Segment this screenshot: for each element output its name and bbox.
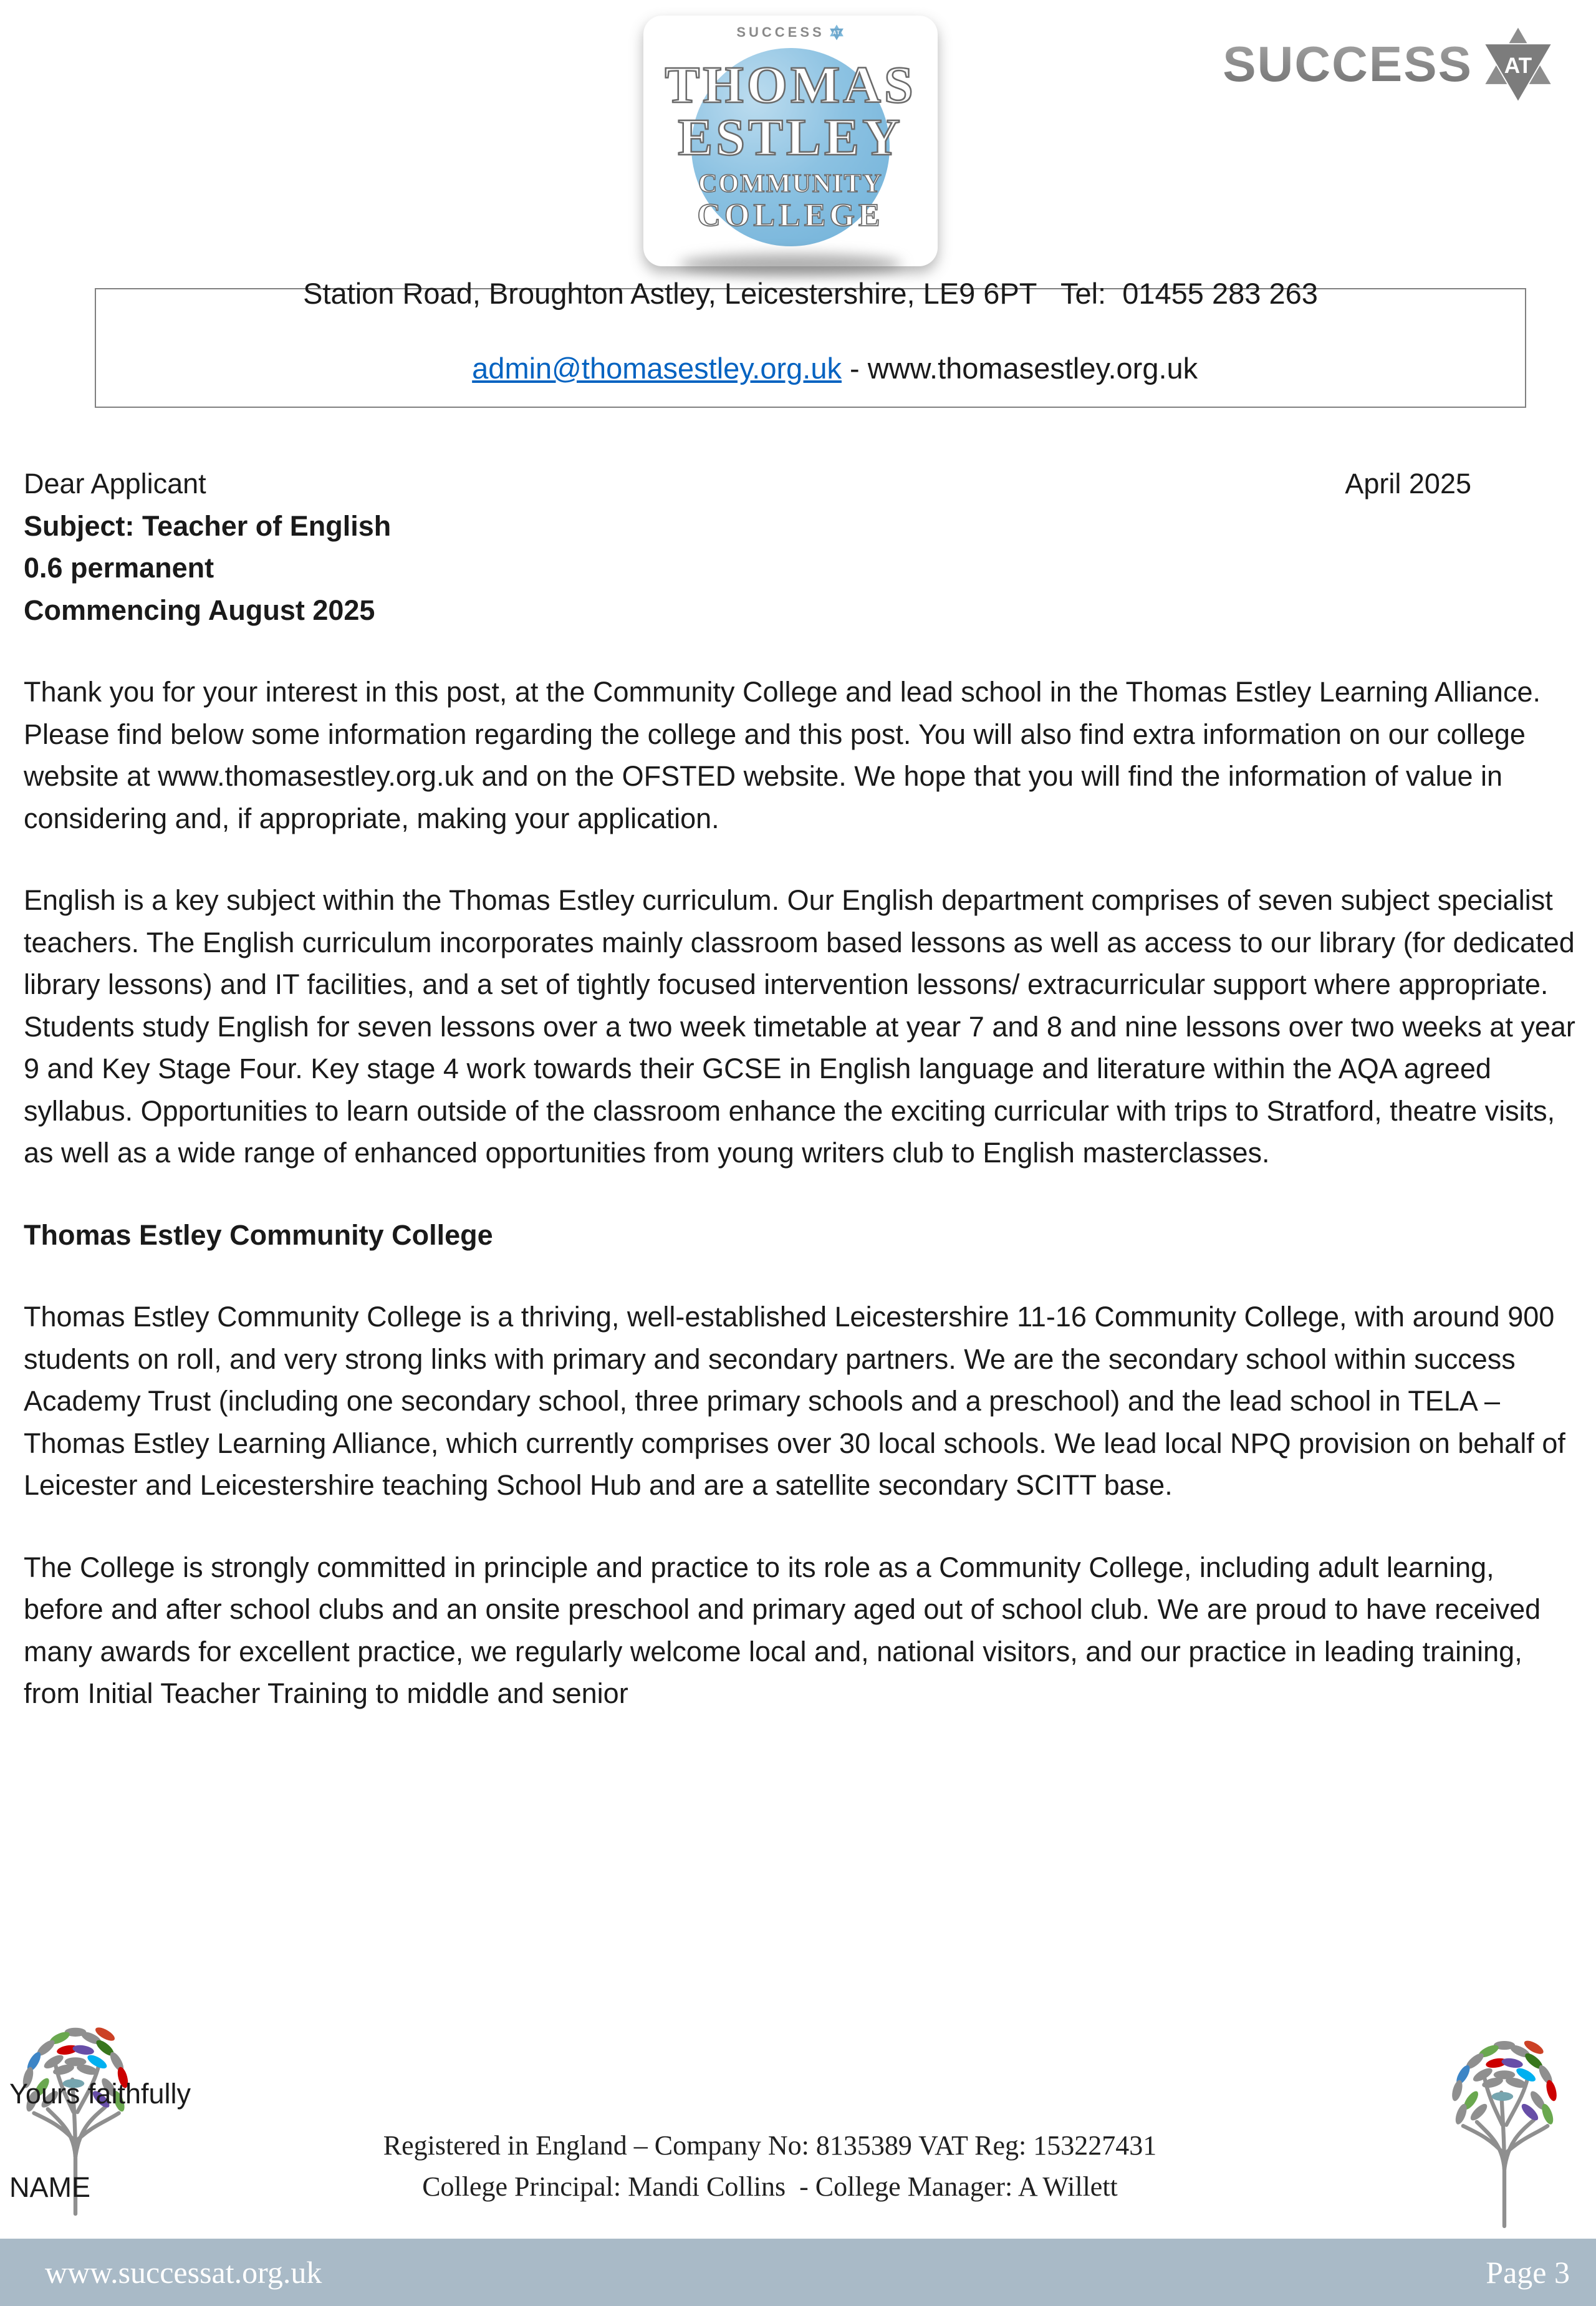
successat-logo-at-label: AT [1504, 53, 1532, 78]
paragraph-community-role: The College is strongly committed in principle and practice to its role as a Community College, including adult learning, before and after school clubs and an onsite preschool and primary aged out of school club. We are proud to have received many awards for excellent practice, we regularly welcome local and, national visitors, and our practice in leading training, from Initial Teacher Training to middle and senior [24, 1551, 1541, 1709]
salutation: Dear Applicant [24, 468, 206, 499]
subject-block [24, 505, 1577, 632]
letter-body [24, 463, 1577, 1715]
paragraph-english-dept: English is a key subject within the Thomas Estley curriculum. Our English department comprises of seven subject specialist teachers. The English curriculum incorporates mainly classroom based lessons as well as access to our library (for dedicated library lessons) and IT facilities, and a set of tightly focused intervention lessons/ extracurricular support where appropriate. Students study English for seven lessons over a two week timetable at year 7 and 8 and nine lessons over two weeks at year 9 and Key Stage Four. Key stage 4 work towards their GCSE in English language and literature within the AQA agreed syllabus. Opportunities to learn outside of the classroom enhance the exciting curricular with trips to Stratford, theatre visits, as well as a wide range of enhanced opportunities from young writers club to English masterclasses. [24, 884, 1575, 1169]
contact-separator: - [842, 352, 868, 385]
registered-line: Registered in England – Company No: 8135389 VAT Reg: 153227431 [383, 2130, 1157, 2161]
successat-logo-word: SUCCESS [1223, 36, 1473, 92]
paragraph-college-overview: Thomas Estley Community College is a thriving, well-established Leicestershire 11-16 Community College, with around 900 students on roll, and very strong links with primary and secondary partners. We are the secondary school within success Academy Trust (including one secondary school, three primary schools and a preschool) and the lead school in TELA – Thomas Estley Learning Alliance, which currently comprises over 30 local schools. We lead local NPQ provision on behalf of Leicester and Leicestershire teaching School Hub and are a satellite secondary SCITT base. [24, 1301, 1565, 1501]
signature-name: NAME [9, 2171, 91, 2203]
registered-info [0, 2125, 1540, 2207]
star-of-david-icon [1479, 25, 1557, 104]
website-text: www.thomasestley.org.uk [867, 352, 1198, 385]
mini-star-at-label: AT [832, 30, 840, 36]
footer-bar [0, 2239, 1596, 2306]
footer-website: www.successat.org.uk [45, 2255, 322, 2290]
subject-line: Commencing August 2025 [24, 594, 375, 626]
college-logo-shadow [679, 254, 903, 275]
closing-text: Yours faithfully [9, 2078, 191, 2110]
college-logo-line-thomas: THOMAS [665, 56, 916, 114]
contact-line [423, 317, 1198, 420]
principal-line: College Principal: Mandi Collins - College Manager: A Willett [422, 2171, 1118, 2202]
college-logo-line-estley: ESTLEY [678, 109, 903, 166]
page-number: Page 3 [1486, 2255, 1570, 2290]
successat-logo [1223, 25, 1557, 104]
address-box [95, 277, 1526, 408]
college-logo-line-community: COMMUNITY [698, 170, 883, 198]
mini-star-icon [829, 24, 845, 41]
college-logo [643, 16, 938, 266]
college-logo-line-college: COLLEGE [697, 198, 884, 234]
paragraph-intro: Thank you for your interest in this post, at the Community College and lead school in the Thomas Estley Learning Alliance. Please find below some information regarding the college and this post. You will also find extra information on our college website at www.thomasestley.org.uk and on the OFSTED website. We hope that you will find the information of value in considering and, if appropriate, making your application. [24, 676, 1541, 834]
college-logo-tagline [643, 24, 938, 41]
email-link[interactable]: admin@thomasestley.org.uk [472, 352, 842, 385]
college-logo-name [643, 56, 938, 234]
college-logo-tagline-text: SUCCESS [736, 24, 825, 40]
salutation-row [24, 463, 1577, 505]
section-heading: Thomas Estley Community College [24, 1218, 493, 1251]
address-line: Station Road, Broughton Astley, Leicestershire, LE9 6PT Tel: 01455 283 263 [303, 277, 1318, 310]
subject-line: 0.6 permanent [24, 552, 214, 584]
letter-date: April 2025 [1345, 468, 1471, 499]
subject-line: Subject: Teacher of English [24, 509, 392, 542]
